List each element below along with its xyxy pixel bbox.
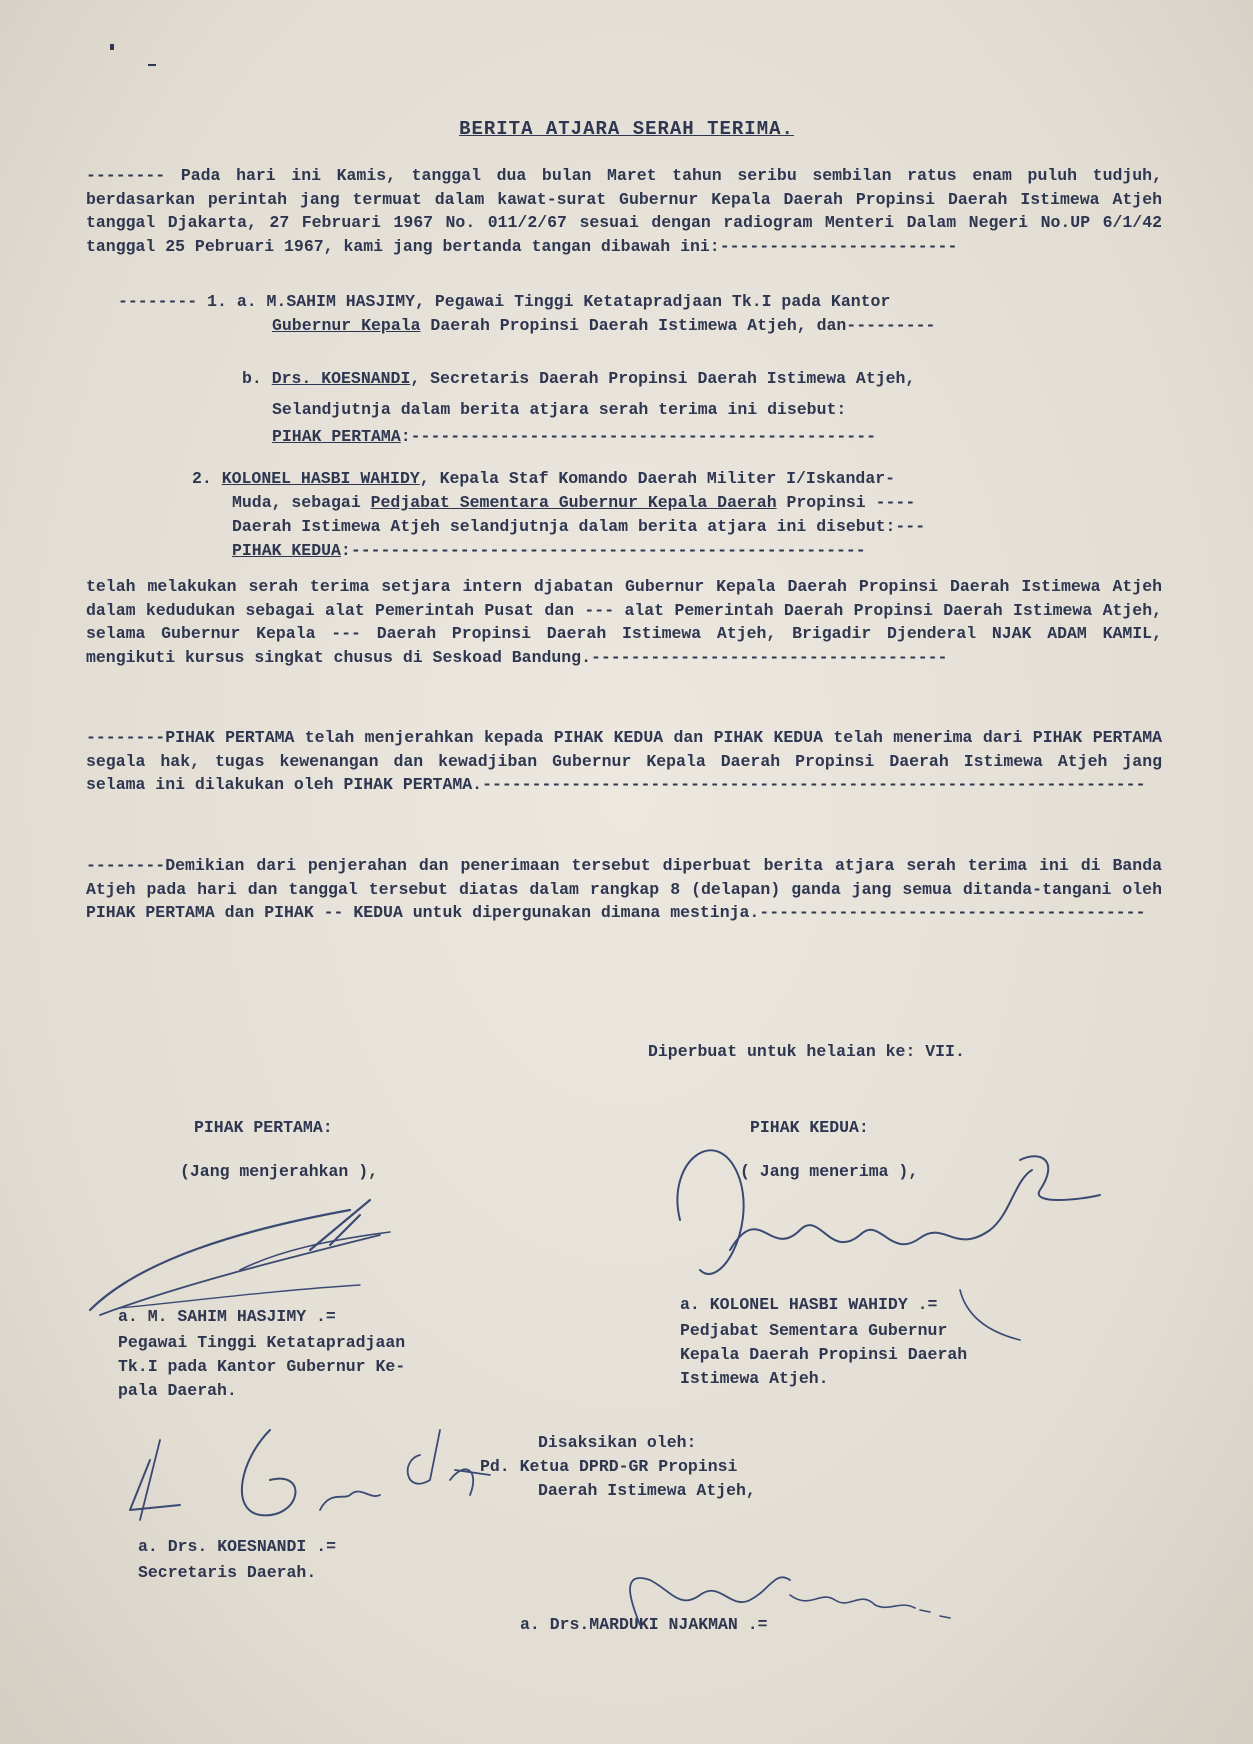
signature-sahim-hasjimy	[60, 1190, 420, 1330]
item-2-name: KOLONEL HASBI WAHIDY	[221, 469, 420, 488]
paragraph-opening: -------- Pada hari ini Kamis, tanggal dua bulan Maret tahun seribu sembilan ratus enam puluh tudjuh, berdasarkan perintah jang termuat dalam kawat-surat Gubernur Kepala Daerah Propinsi Daerah Istimewa Atjeh tanggal Djakarta, 27 Februari 1967 No. 011/2/67 sesuai dengan radiogram Menteri Dalam Negeri No.UP 6/1/42 tanggal 25 Pebruari 1967, kami jang bertanda tangan dibawah ini:------------------------	[86, 166, 1162, 256]
item-1a-line2-text: Daerah Propinsi Daerah Istimewa Atjeh, dan---------	[420, 316, 936, 335]
item-1b	[242, 367, 1162, 391]
item-1b-line3-text: :-----------------------------------------------	[400, 427, 877, 446]
witness-title-2: Daerah Istimewa Atjeh,	[538, 1481, 756, 1500]
item-2-line4-text: :----------------------------------------------------	[340, 541, 866, 560]
witness-label: Disaksikan oleh:	[538, 1433, 697, 1452]
signature-marduki-njakman	[570, 1550, 970, 1640]
item-1a-text: , Pegawai Tinggi Ketatapradjaan Tk.I pada Kantor	[415, 292, 891, 311]
paragraph-handover: telah melakukan serah terima setjara intern djabatan Gubernur Kepala Daerah Propinsi Daerah Istimewa Atjeh dalam kedudukan sebagai alat Pemerintah Pusat dan --- alat Pemerintah Daerah Propinsi Daerah Istimewa Atjeh, selama Gubernur Kepala --- Daerah Propinsi Daerah Istimewa Atjeh, Brigadir Djenderal NJAK ADAM KAMIL, mengikuti kursus singkat chusus di Seskoad Bandung.------------------------------------	[86, 577, 1162, 667]
left-signatory-name: a. M. SAHIM HASJIMY .=	[118, 1307, 336, 1326]
ink-mark	[148, 64, 156, 66]
signature-koesnandi	[120, 1400, 520, 1530]
koesnandi-title: Secretaris Daerah.	[138, 1563, 317, 1582]
ink-mark	[110, 44, 114, 50]
paragraph-transfer: --------PIHAK PERTAMA telah menjerahkan kepada PIHAK KEDUA dan PIHAK KEDUA telah menerima dari PIHAK PERTAMA segala hak, tugas kewenangan dan kewadjiban Gubernur Kepala Daerah Propinsi Daerah Istimewa Atjeh jang selama ini dilakukan oleh PIHAK PERTAMA.-------------------------------------------------------------------	[86, 728, 1162, 794]
item-1b-text: , Secretaris Daerah Propinsi Daerah Istimewa Atjeh,	[410, 369, 916, 388]
copy-number-line: Diperbuat untuk helaian ke: VII.	[648, 1042, 965, 1061]
item-2-line2	[232, 491, 1162, 515]
item-1a-name: M.SAHIM HASJIMY	[266, 292, 416, 311]
pihak-pertama-label: PIHAK PERTAMA:	[194, 1118, 333, 1137]
right-title-2: Kepala Daerah Propinsi Daerah	[680, 1345, 968, 1364]
item-1a	[118, 290, 1162, 314]
pihak-kedua-sub: ( Jang menerima ),	[740, 1162, 919, 1181]
item-2-text: , Kepala Staf Komando Daerah Militer I/Iskandar-	[419, 469, 896, 488]
pihak-pertama-sub: (Jang menjerahkan ),	[180, 1162, 379, 1181]
item-1a-line2	[272, 314, 1162, 338]
pihak-pertama-term: PIHAK PERTAMA	[272, 427, 401, 446]
left-title-1: Pegawai Tinggi Ketatapradjaan	[118, 1333, 406, 1352]
item-2-line4	[232, 539, 1162, 563]
koesnandi-name: a. Drs. KOESNANDI .=	[138, 1537, 337, 1556]
item-1a-underlined: Gubernur Kepala	[272, 316, 421, 335]
pihak-kedua-term: PIHAK KEDUA	[232, 541, 341, 560]
paragraph-closing: --------Demikian dari penjerahan dan penerimaan tersebut diperbuat berita atjara serah terima ini di Banda Atjeh pada hari dan tanggal tersebut diatas dalam rangkap 8 (delapan) ganda jang semua ditanda-tangani oleh PIHAK PERTAMA dan PIHAK -- KEDUA untuk dipergunakan dimana mestinja.---------------------------------------	[86, 856, 1162, 922]
signature-hasbi-wahidy	[660, 1120, 1120, 1350]
left-title-2: Tk.I pada Kantor Gubernur Ke-	[118, 1357, 406, 1376]
item-2-line2-a: Muda, sebagai	[232, 493, 371, 512]
item-1a-prefix: -------- 1. a.	[118, 292, 257, 311]
witness-signatory-name: a. Drs.MARDUKI NJAKMAN .=	[520, 1615, 768, 1634]
item-1b-line3	[272, 425, 1162, 449]
item-2-prefix: 2.	[192, 469, 212, 488]
right-title-3: Istimewa Atjeh.	[680, 1369, 829, 1388]
item-1b-line2: Selandjutnja dalam berita atjara serah terima ini disebut:	[272, 400, 847, 419]
item-2	[192, 467, 1162, 491]
witness-title-1: Pd. Ketua DPRD-GR Propinsi	[480, 1457, 738, 1476]
left-title-3: pala Daerah.	[118, 1381, 237, 1400]
document-title: BERITA ATJARA SERAH TERIMA.	[459, 118, 794, 140]
item-1b-name: Drs. KOESNANDI	[271, 369, 411, 388]
item-2-line2-underlined: Pedjabat Sementara Gubernur Kepala Daerah	[370, 493, 777, 512]
right-signatory-name: a. KOLONEL HASBI WAHIDY .=	[680, 1295, 938, 1314]
right-title-1: Pedjabat Sementara Gubernur	[680, 1321, 948, 1340]
item-2-line3: Daerah Istimewa Atjeh selandjutnja dalam berita atjara ini disebut:---	[232, 517, 926, 536]
pihak-kedua-label: PIHAK KEDUA:	[750, 1118, 869, 1137]
item-2-line2-b: Propinsi ----	[776, 493, 916, 512]
item-1b-prefix: b.	[242, 369, 262, 388]
